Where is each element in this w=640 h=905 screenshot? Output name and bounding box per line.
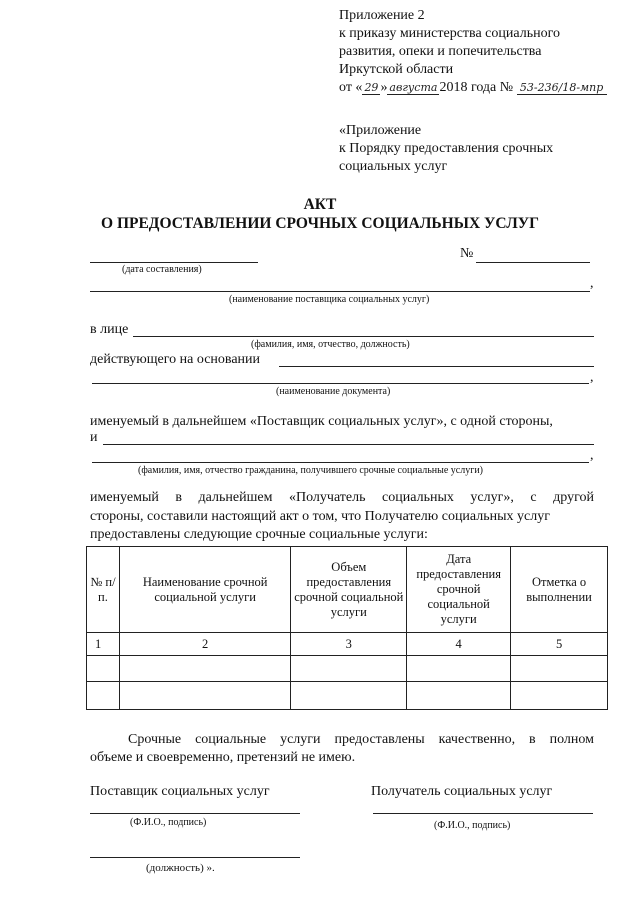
table-row[interactable]	[87, 682, 608, 710]
quality-text-line-1: Срочные социальные услуги предоставлены качественно, в полном	[128, 732, 594, 747]
number-sign: №	[460, 246, 474, 261]
citizen-line-1[interactable]	[103, 444, 594, 445]
and-label: и	[90, 430, 98, 445]
quality-text-line-2: объеме и своевременно, претензий не имею.	[90, 750, 356, 765]
provider-fio-caption: (Ф.И.О., подпись)	[130, 817, 207, 828]
basis-comma: ,	[590, 370, 594, 385]
person-name-line[interactable]	[133, 336, 594, 337]
recipient-text-line-3: предоставлены следующие срочные социальные услуги:	[90, 527, 428, 542]
provider-comma: ,	[590, 276, 594, 291]
recipient-signature-line[interactable]	[373, 813, 593, 814]
table-cell[interactable]	[511, 656, 608, 682]
recipient-text-line-1: именуемый в дальнейшем «Получатель социальных услуг», с другой	[90, 490, 594, 505]
provider-designation-text: именуемый в дальнейшем «Поставщик социальных услуг», с одной стороны,	[90, 414, 553, 429]
position-line[interactable]	[90, 857, 300, 858]
provider-name-line[interactable]	[90, 291, 590, 292]
header-cell-number: № п/п.	[87, 547, 120, 633]
date-year: 2018 года №	[439, 80, 514, 95]
citizen-line-2[interactable]	[92, 462, 589, 463]
acting-basis-label: действующего на основании	[90, 352, 261, 367]
recipient-signature-label: Получатель социальных услуг	[371, 784, 553, 799]
table-row[interactable]	[87, 656, 608, 682]
recipient-text-line-2: стороны, составили настоящий акт о том, что Получателю социальных услуг	[90, 509, 550, 524]
table-header-row	[87, 547, 608, 633]
date-caption: (дата составления)	[122, 264, 202, 275]
header-cell-date: Дата предоставления срочной социальной услуги	[407, 547, 511, 633]
table-cell[interactable]	[119, 656, 290, 682]
header-cell-service-name: Наименование срочной социальной услуги	[119, 547, 290, 633]
table-cell[interactable]	[87, 656, 120, 682]
services-table	[86, 546, 608, 710]
annex-line-3: социальных услуг	[339, 159, 448, 174]
date-day: 29	[364, 81, 379, 94]
position-caption: (должность) ».	[146, 862, 215, 874]
citizen-caption: (фамилия, имя, отчество гражданина, получившего срочные социальные услуги)	[138, 465, 483, 476]
document-title: АКТ	[303, 196, 337, 213]
provider-signature-label: Поставщик социальных услуг	[90, 784, 270, 799]
document-caption: (наименование документа)	[276, 386, 391, 397]
table-cell[interactable]	[511, 682, 608, 710]
number-field-line[interactable]	[476, 262, 590, 263]
annex-line-2: к Порядку предоставления срочных	[339, 141, 554, 156]
basis-line-1[interactable]	[279, 366, 594, 367]
order-line-3: Иркутской области	[339, 62, 454, 77]
document-subtitle: О ПРЕДОСТАВЛЕНИИ СРОЧНЫХ СОЦИАЛЬНЫХ УСЛУГ	[101, 215, 539, 232]
table-cell[interactable]	[119, 682, 290, 710]
number-cell-2: 2	[119, 633, 290, 656]
order-line-2: развития, опеки и попечительства	[339, 44, 542, 59]
provider-signature-line[interactable]	[90, 813, 300, 814]
order-line-1: к приказу министерства социального	[339, 26, 560, 41]
basis-line-2[interactable]	[92, 383, 589, 384]
annex-line-1: «Приложение	[339, 123, 422, 138]
number-cell-5: 5	[511, 633, 608, 656]
date-field-line[interactable]	[90, 262, 258, 263]
date-prefix: от «	[339, 80, 363, 95]
header-cell-volume: Объем предоставления срочной социальной услуги	[291, 547, 407, 633]
table-cell[interactable]	[407, 656, 511, 682]
number-cell-1: 1	[87, 633, 120, 656]
table-cell[interactable]	[87, 682, 120, 710]
number-cell-4: 4	[407, 633, 511, 656]
table-numbering-row	[87, 633, 608, 656]
recipient-fio-caption: (Ф.И.О., подпись)	[434, 820, 511, 831]
citizen-comma: ,	[590, 448, 594, 463]
date-month: августа	[389, 81, 438, 94]
order-number: 53-236/18-мпр	[517, 81, 607, 95]
header-cell-mark: Отметка о выполнении	[511, 547, 608, 633]
table-cell[interactable]	[291, 682, 407, 710]
table-cell[interactable]	[291, 656, 407, 682]
person-caption: (фамилия, имя, отчество, должность)	[251, 339, 410, 350]
provider-caption: (наименование поставщика социальных услуг)	[229, 294, 430, 305]
appendix-label: Приложение 2	[339, 8, 425, 23]
number-cell-3: 3	[291, 633, 407, 656]
order-date-line	[339, 80, 607, 96]
date-mid: »	[380, 80, 388, 95]
in-person-label: в лице	[90, 322, 129, 337]
table-cell[interactable]	[407, 682, 511, 710]
